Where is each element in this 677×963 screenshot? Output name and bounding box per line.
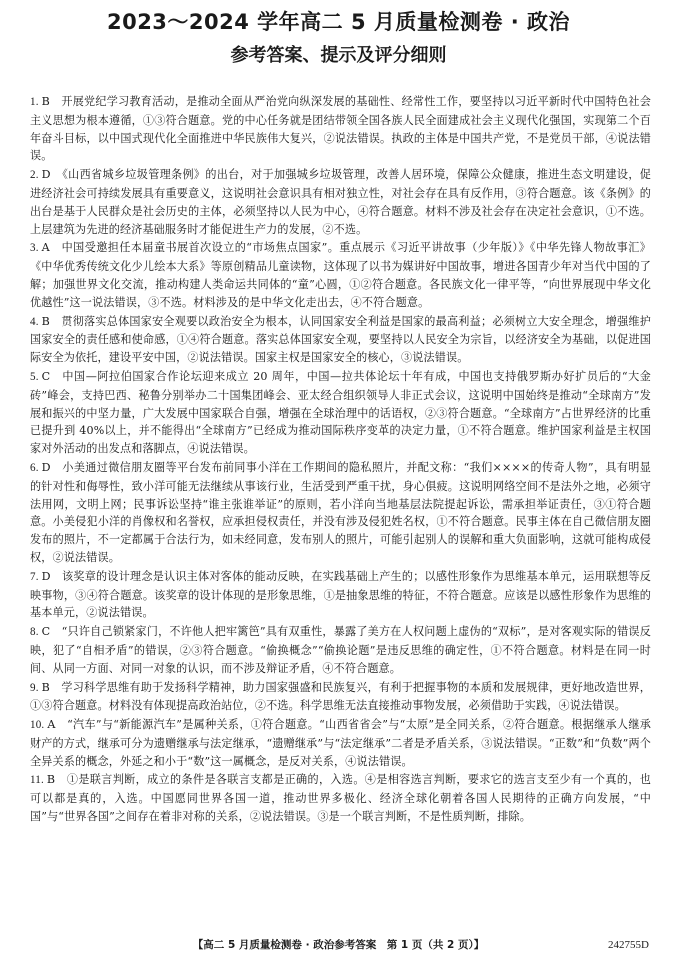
answer-text: D 该奖章的设计理念是认识主体对客体的能动反映，在实践基础上产生的；以感性形象作为思维基本单元，运用联想等反映事物，③④符合题意。该奖章的设计体现的是形象思维，①是抽象思维的特征，不符合题意。应该是以感性形象作为思维的基本单元，②说法错误。 xyxy=(30,569,651,620)
answer-item xyxy=(30,368,651,458)
answer-text: C “只许自己锁紧家门，不许他人把牢篱笆”具有双重性，暴露了美方在人权问题上虚伪的“双标”，是对客观实际的错误反映，犯了“自相矛盾”的错误，②③符合题意。“偷换概念”“偷换论题”是违反思维的确定性，①不符合题意。材料是在同一时间、从同一方面、对同一对象的认识，而不涉及辩证矛盾，④不符合题意。 xyxy=(30,625,651,675)
answer-text: B ①是联言判断，成立的条件是各联言支都是正确的，入选。④是相容选言判断，要求它的选言支至少有一个真的，也可以都是真的，入选。中国愿同世界各国一道，推动世界多极化、经济全球化朝着各国人民期待的正确方向发展，“中国”与“世界各国”之间存在着非对称的关系，②说法错误。③是一个联言判断，不是性质判断，排除。 xyxy=(30,773,651,824)
answer-number: 6. xyxy=(30,461,39,474)
answer-text: A “汽车”与“新能源汽车”是属种关系，①符合题意。“山西省省会”与“太原”是全同关系，②符合题意。根据继承人继承财产的方式，继承可分为遗赠继承与法定继承，“遗赠继承”与“法定继承”二者是矛盾关系，③说法错误。“正数”和“负数”两个全异关系的概念，外延之和小于“数”这一属概念，是反对关系，④说法错误。 xyxy=(30,718,651,768)
page-footer xyxy=(0,937,677,953)
document-subtitle: 参考答案、提示及评分细则 xyxy=(230,45,447,66)
footer-doc-code: 242755D xyxy=(608,939,649,951)
answer-text: B 开展党纪学习教育活动，是推动全面从严治党向纵深发展的基础性、经常性工作，要坚持以习近平新时代中国特色社会主义思想为根本遵循，①③符合题意。党的中心任务就是团结带领全国各族人民全面建成社会主义现代化强国，实现第二个百年奋斗目标，以中国式现代化全面推进中华民族伟大复兴，②说法错误。执政的主体是中国共产党，不是党员干部，④说法错误。 xyxy=(30,95,651,163)
answer-item xyxy=(30,771,651,825)
answer-number: 2. xyxy=(30,169,39,182)
footer-page-info: 【高二 5 月质量检测卷 · 政治参考答案 第 1 页（共 2 页）】 xyxy=(192,939,485,951)
answer-text: D 《山西省城乡垃圾管理条例》的出台，对于加强城乡垃圾管理，改善人居环境，保障公众健康，推进生态文明建设，促进经济社会可持续发展具有重要意义，这说明社会意识具有相对独立性，对社会存在具有反作用，③符合题意。该《条例》的出台是基于人民群众是社会历史的主体，必须坚持以人民为中心，④符合题意。材料不涉及社会存在决定社会意识，①不选。上层建筑为先进的经济基础服务时才能促进生产力的发展，②不选。 xyxy=(30,168,651,236)
answer-number: 11. xyxy=(30,774,44,787)
answer-item xyxy=(30,623,651,677)
answer-text: C 中国—阿拉伯国家合作论坛迎来成立 20 周年，中国—拉共体论坛十年有成，中国也支持俄罗斯办好扩员后的“大金砖”峰会，支持巴西、秘鲁分别举办二十国集团峰会、亚太经合组织领导人非正式会议，这说明中国始终是推动“全球南方”发展和振兴的中坚力量，广大发展中国家联合自强，增强在全球治理中的话语权，②③符合题意。“全球南方”占世界经济的比重已提升到 40%以上，并不能得出“全球南方”已经成为推动国际秩序变革的决定力量，①不符合题意。维护国家利益是主权国家对外活动的出发点和落脚点，④说法错误。 xyxy=(30,369,651,456)
answer-item xyxy=(30,568,651,622)
answer-text: A 中国受邀担任本届童书展首次设立的“市场焦点国家”。重点展示《习近平讲故事（少年版）》《中华先锋人物故事汇》《中华优秀传统文化少儿绘本大系》等原创精品儿童读物，这体现了以书为媒讲好中国故事，增进各国青少年对当代中国的了解；加强世界文化交流，推动构建人类命运共同体的“童”心圆，①②符合题意。各民族文化一律平等，“向世界展现中华文化优越性”这一说法错误，③不选。材料涉及的是中华文化走出去，④不符合题意。 xyxy=(30,241,651,309)
answer-number: 7. xyxy=(30,570,39,583)
answer-number: 1. xyxy=(30,96,39,108)
answer-item xyxy=(30,166,651,238)
answer-item xyxy=(30,459,651,567)
answer-item xyxy=(30,313,651,367)
answer-number: 5. xyxy=(30,370,39,383)
answer-number: 8. xyxy=(30,626,39,639)
answer-number: 4. xyxy=(30,315,39,328)
answer-number: 9. xyxy=(30,681,39,694)
answer-text: B 学习科学思维有助于发扬科学精神，助力国家强盛和民族复兴，有利于把握事物的本质和发展规律，更好地改造世界，①③符合题意。材料没有体现提高政治站位，②不选。科学思维无法直接推动事物发展，必须借助于实践，④说法错误。 xyxy=(30,680,651,713)
answer-text: D 小美通过微信朋友圈等平台发布前同事小洋在工作期间的隐私照片，并配文称：“我们××××的传奇人物”，具有明显的针对性和侮辱性，致小洋可能无法继续从事该行业，生活受到严重干扰，身心俱疲。这说明网络空间不是法外之地，必须守法用网，文明上网；民事诉讼坚持“谁主张谁举证”的原则，若小洋向当地基层法院提起诉讼，需承担举证责任，③①符合题意。小美侵犯小洋的肖像权和名誉权，应承担侵权责任，并没有涉及侵犯姓名权，①不符合题意。民事主体在自己微信朋友圈发布的照片，不一定都属于合法行为，如未经同意，发布别人的照片，可能引起别人的误解和重大负面影响，这就可能构成侵权，②说法错误。 xyxy=(30,460,651,564)
answer-text: B 贯彻落实总体国家安全观要以政治安全为根本，认同国家安全利益是国家的最高利益；必须树立大安全理念，增强维护国家安全的责任感和使命感，①④符合题意。落实总体国家安全观，要坚持以人民安全为宗旨，以经济安全为基础，以促进国际安全为依托，建设平安中国，②说法错误。国家主权是国家安全的核心，③说法错误。 xyxy=(30,314,651,365)
answer-number: 3. xyxy=(30,242,39,255)
document-title: 2023～2024 学年高二 5 月质量检测卷 · 政治 xyxy=(106,10,571,34)
answer-item xyxy=(30,93,651,165)
answer-number: 10. xyxy=(30,719,45,732)
answer-list xyxy=(30,93,651,827)
answer-item xyxy=(30,239,651,311)
answer-item xyxy=(30,679,651,716)
answer-item xyxy=(30,716,651,770)
